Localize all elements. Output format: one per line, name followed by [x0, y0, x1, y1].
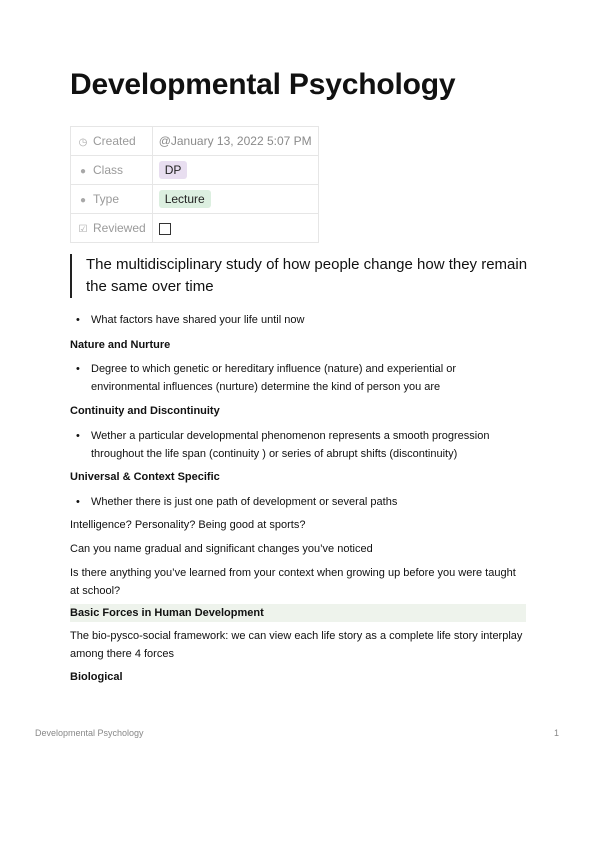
reviewed-checkbox[interactable]: [159, 223, 171, 235]
property-label: Reviewed: [93, 221, 146, 235]
list-item: • Degree to which genetic or hereditary influence (nature) and experiential or environmental influences (nurture) determine the kind of person you are: [70, 360, 526, 396]
property-row-class: [71, 156, 319, 185]
bullet-icon: •: [76, 314, 80, 326]
section-heading: Universal & Context Specific: [70, 471, 220, 483]
paragraph: Intelligence? Personality? Being good at sports?: [70, 519, 306, 531]
property-row-created: [71, 127, 319, 156]
paragraph: Can you name gradual and significant changes you’ve noticed: [70, 543, 373, 555]
section-heading: Continuity and Discontinuity: [70, 405, 220, 417]
checkbox-icon: ☑: [78, 224, 88, 235]
footer-title: Developmental Psychology: [35, 728, 144, 738]
class-tag[interactable]: DP: [159, 161, 188, 179]
type-tag[interactable]: Lecture: [159, 190, 211, 208]
created-value: @January 13, 2022 5:07 PM: [152, 127, 318, 156]
section-heading: Nature and Nurture: [70, 339, 171, 351]
bullet-icon: •: [76, 363, 80, 375]
paragraph: Is there anything you’ve learned from your context when growing up before you were taught at school?: [70, 567, 516, 597]
property-row-type: [71, 185, 319, 214]
property-label: Class: [93, 163, 124, 177]
highlighted-heading: Basic Forces in Human Development: [70, 604, 526, 622]
page-title: Developmental Psychology: [70, 68, 456, 101]
property-label: Type: [93, 192, 120, 206]
page-number: 1: [554, 728, 560, 738]
list-item: • Whether there is just one path of development or several paths: [70, 493, 526, 511]
quote-block: The multidisciplinary study of how people change how they remain the same over time: [70, 254, 536, 298]
paragraph: The bio-pysco-social framework: we can view each life story as a complete life story interplay among there 4 forces: [70, 630, 523, 660]
bullet-icon: •: [76, 496, 80, 508]
select-icon: ●: [79, 166, 87, 177]
list-item: • Wether a particular developmental phenomenon represents a smooth progression throughout the life span (continuity ) or series of abrupt shifts (discontinuity): [70, 427, 526, 463]
property-row-reviewed: [71, 214, 319, 243]
section-heading: Biological: [70, 671, 123, 683]
list-item: • What factors have shared your life until now: [70, 311, 526, 329]
bullet-icon: •: [76, 430, 80, 442]
clock-icon: ◷: [78, 137, 88, 148]
select-icon: ●: [79, 195, 87, 206]
properties-table: [70, 126, 319, 243]
property-label: Created: [93, 134, 136, 148]
